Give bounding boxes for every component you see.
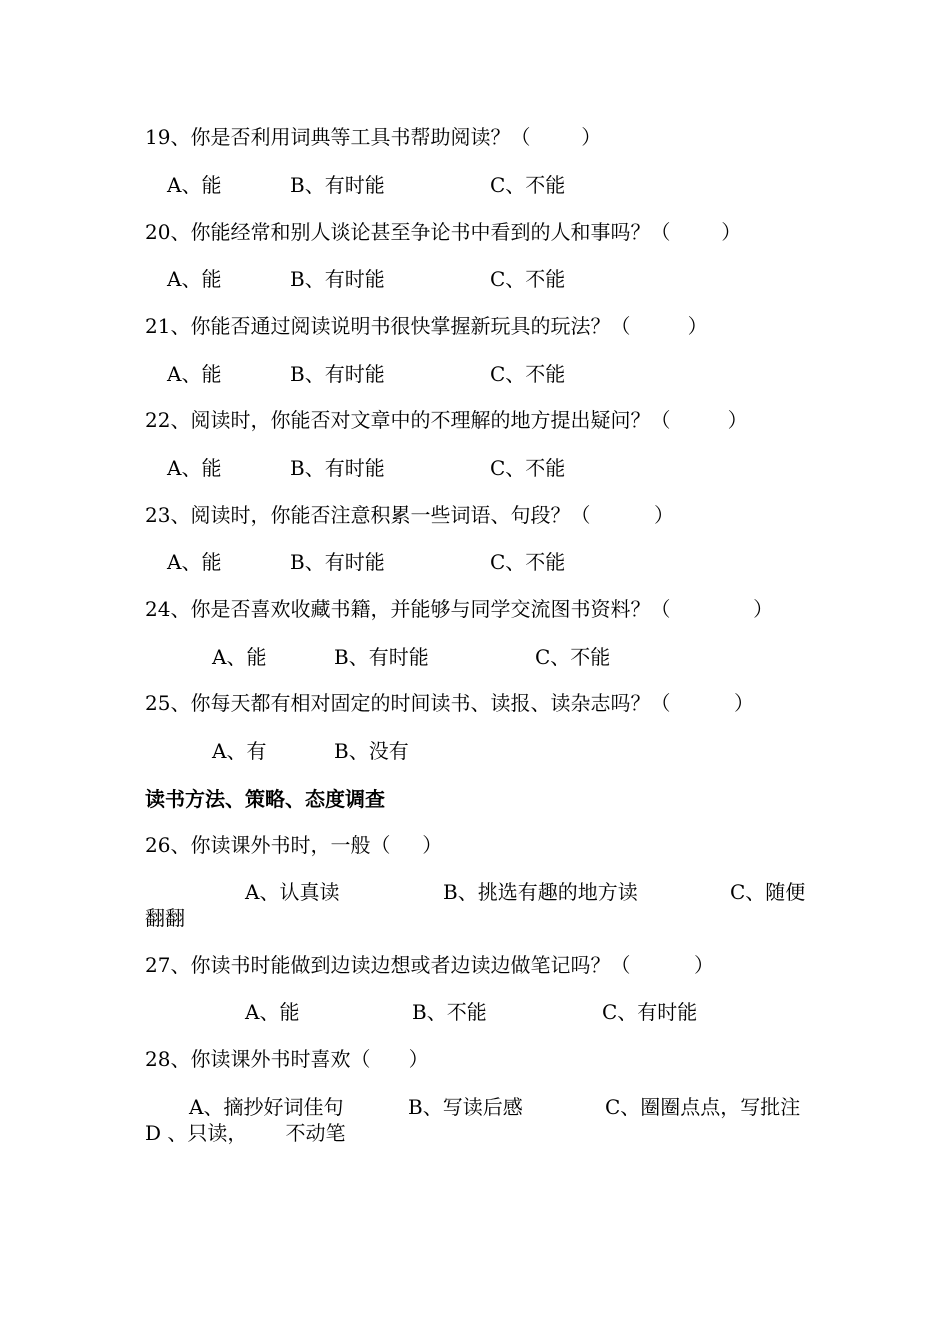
option-27-b: B、不能: [412, 1000, 487, 1024]
option-20-c: C、不能: [490, 267, 566, 291]
option-22-b: B、有时能: [290, 456, 385, 480]
option-24-b: B、有时能: [334, 645, 429, 669]
option-28-c: C、圈圈点点，写批注: [605, 1095, 801, 1119]
option-26-wrap: 翻翻: [145, 906, 185, 930]
question-25: 25、你每天都有相对固定的时间读书、读报、读杂志吗？（ ）: [145, 691, 755, 715]
option-26-c: C、随便: [730, 880, 806, 904]
option-22-a: A、能: [167, 456, 222, 480]
option-28-b: B、写读后感: [408, 1095, 523, 1119]
option-27-a: A、能: [245, 1000, 300, 1024]
question-20: 20、你能经常和别人谈论甚至争论书中看到的人和事吗？（ ）: [145, 220, 742, 244]
option-28-a: A、摘抄好词佳句: [189, 1095, 344, 1119]
option-24-a: A、能: [212, 645, 267, 669]
option-21-c: C、不能: [490, 362, 566, 386]
question-28: 28、你读课外书时喜欢（ ）: [145, 1047, 429, 1071]
option-19-a: A、能: [167, 173, 222, 197]
option-27-c: C、有时能: [602, 1000, 698, 1024]
option-28-d: D 、只读， 不动笔: [145, 1121, 346, 1145]
option-20-b: B、有时能: [290, 267, 385, 291]
option-23-b: B、有时能: [290, 550, 385, 574]
question-26: 26、你读课外书时，一般（ ）: [145, 833, 443, 857]
option-24-c: C、不能: [535, 645, 611, 669]
question-19: 19、你是否利用词典等工具书帮助阅读？（ ）: [145, 125, 602, 149]
option-19-b: B、有时能: [290, 173, 385, 197]
option-26-b: B、挑选有趣的地方读: [443, 880, 638, 904]
option-26-a: A、认真读: [245, 880, 340, 904]
question-22: 22、阅读时，你能否对文章中的不理解的地方提出疑问？（ ）: [145, 408, 748, 432]
question-24: 24、你是否喜欢收藏书籍，并能够与同学交流图书资料？（ ）: [145, 597, 774, 621]
option-21-b: B、有时能: [290, 362, 385, 386]
question-21: 21、你能否通过阅读说明书很快掌握新玩具的玩法？（ ）: [145, 314, 708, 338]
option-20-a: A、能: [167, 267, 222, 291]
option-22-c: C、不能: [490, 456, 566, 480]
option-25-a: A、有: [212, 739, 267, 763]
option-23-c: C、不能: [490, 550, 566, 574]
option-19-c: C、不能: [490, 173, 566, 197]
option-25-b: B、没有: [334, 739, 409, 763]
option-21-a: A、能: [167, 362, 222, 386]
question-23: 23、阅读时，你能否注意积累一些词语、句段？（ ）: [145, 503, 675, 527]
question-27: 27、你读书时能做到边读边想或者边读边做笔记吗？（ ）: [145, 953, 715, 977]
section-heading: 读书方法、策略、态度调查: [145, 787, 385, 811]
option-23-a: A、能: [167, 550, 222, 574]
